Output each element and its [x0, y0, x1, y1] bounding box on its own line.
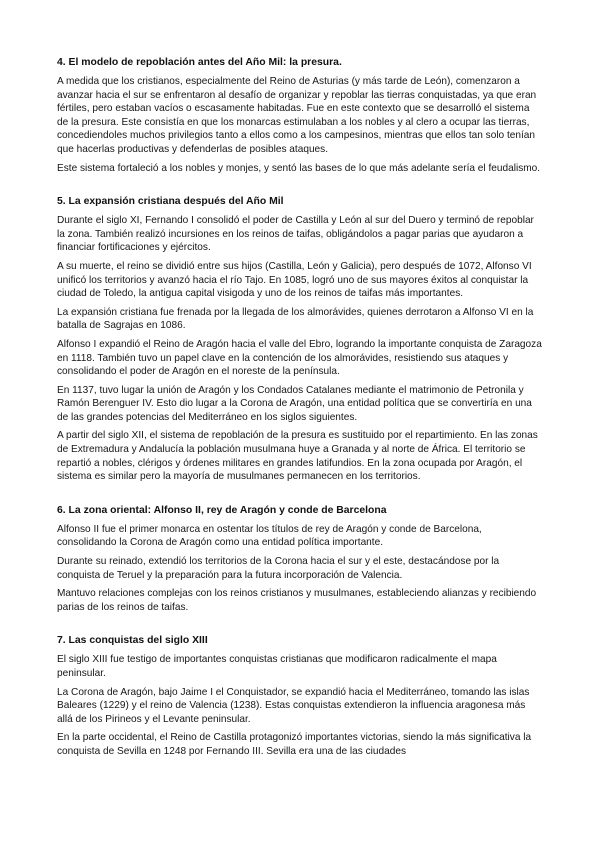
paragraph: Durante el siglo XI, Fernando I consolidó el poder de Castilla y León al sur del Duero y terminó de repoblar la zona. También realizó incursiones en los reinos de taifas, obligándolos a pagar parias que ayudaron a financiar fortificaciones y ejércitos. — [57, 215, 534, 254]
paragraph: En 1137, tuvo lugar la unión de Aragón y los Condados Catalanes mediante el matrimonio de Petronila y Ramón Berenguer IV. Esto dio lugar a la Corona de Aragón, una entidad política que se convertiría en una de las grandes potencias del Mediterráneo en los siglos siguientes. — [57, 384, 532, 423]
section-heading: 5. La expansión cristiana después del Año Mil — [57, 196, 284, 208]
section-heading: 7. Las conquistas del siglo XIII — [57, 635, 208, 647]
section-presura — [57, 56, 543, 175]
paragraph: Alfonso II fue el primer monarca en ostentar los títulos de rey de Aragón y conde de Barcelona, consolidando la Corona de Aragón como una entidad política importante. — [57, 523, 482, 549]
paragraph: El siglo XIII fue testigo de importantes conquistas cristianas que modificaron radicalmente el mapa peninsular. — [57, 654, 497, 679]
section-expansion-cristiana — [57, 195, 543, 484]
paragraph: La expansión cristiana fue frenada por la llegada de los almorávides, quienes derrotaron a Alfonso VI en la batalla de Sagrajas en 1086. — [57, 306, 534, 332]
paragraph: Durante su reinado, extendió los territorios de la Corona hacia el sur y el este, destacándose por la conquista de Teruel y la preparación para la futura incorporación de Valencia. — [57, 556, 500, 581]
paragraph: En la parte occidental, el Reino de Castilla protagonizó importantes victorias, siendo la más significativa la conquista de Sevilla en 1248 por Fernando III. Sevilla era una de las ciudades — [57, 732, 532, 757]
section-heading: 4. El modelo de repoblación antes del Año Mil: la presura. — [57, 57, 342, 68]
section-heading: 6. La zona oriental: Alfonso II, rey de Aragón y conde de Barcelona — [57, 504, 387, 516]
section-zona-oriental — [57, 504, 543, 615]
paragraph: Mantuvo relaciones complejas con los reinos cristianos y musulmanes, estableciendo alianzas y recibiendo parias de los reinos de taifas. — [57, 588, 537, 613]
paragraph: Este sistema fortaleció a los nobles y monjes, y sentó las bases de lo que más adelante sería el feudalismo. — [57, 162, 541, 174]
paragraph: A partir del siglo XII, el sistema de repoblación de la presura es sustituido por el repartimiento. En las zonas de Extremadura y Andalucía la población musulmana huye a Granada y al norte de África. El territorio se repartió a nobles, clérigos y órdenes militares en grandes latifundios. En la zona ocupada por Aragón, el sistema es similar pero la mayoría de musulmanes permanecen en los territorios. — [57, 430, 538, 483]
paragraph: La Corona de Aragón, bajo Jaime I el Conquistador, se expandió hacia el Mediterráneo, tomando las islas Baleares (1229) y el reino de Valencia (1238). Estas conquistas extendieron la influencia aragonesa más allá de los Pirineos y el Levante peninsular. — [57, 686, 530, 725]
document-content — [57, 56, 543, 779]
paragraph: Alfonso I expandió el Reino de Aragón hacia el valle del Ebro, logrando la importante conquista de Zaragoza en 1118. También tuvo un papel clave en la contención de los almorávides, resistiendo sus ataques y consolidando el poder de Aragón en el noreste de la península. — [57, 338, 542, 378]
section-conquistas-siglo-xiii — [57, 634, 543, 758]
paragraph: A su muerte, el reino se dividió entre sus hijos (Castilla, León y Galicia), pero después de 1072, Alfonso VI unificó los territorios y avanzó hacia el río Tajo. En 1085, logró uno de sus mayores éxitos al conquistar la ciudad de Toledo, la antigua capital visigoda y uno de los reinos de taifas más importantes. — [57, 260, 532, 300]
paragraph: A medida que los cristianos, especialmente del Reino de Asturias (y más tarde de León), comenzaron a avanzar hacia el sur se enfrentaron al desafío de organizar y repoblar las tierras conquistadas, ya que eran fértiles, pero estaban vacíos o escasamente habitadas. Fue en este contexto que se desarrolló el sistema de la presura. Este consistía en que los monarcas estimulaban a los nobles y al clero a ocupar las tierras, concediendoles muchos privilegios tanto a ellos como a los campesinos, mientras que ellos tan solo tenían que hacerlas productivas y defenderlas de posibles ataques. — [57, 76, 537, 155]
